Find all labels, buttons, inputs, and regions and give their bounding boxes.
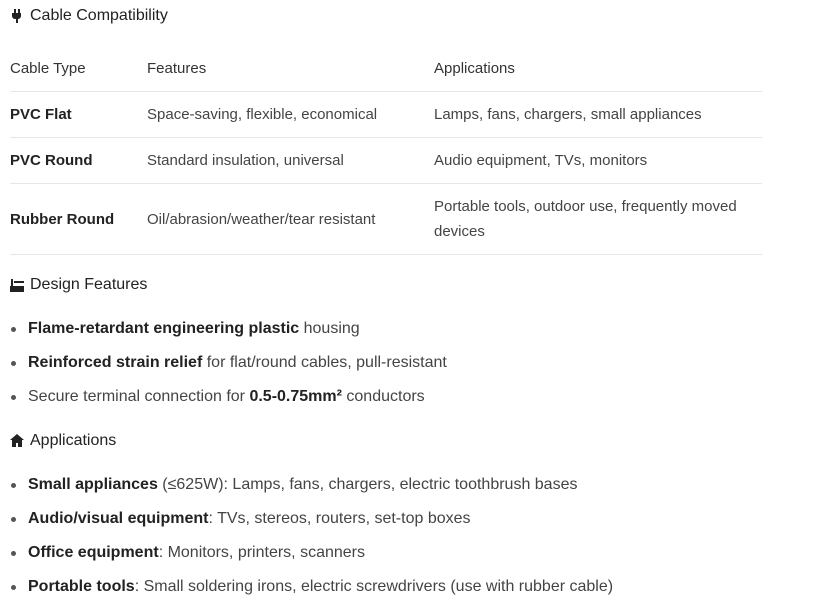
list-item: Reinforced strain relief for flat/round cables, pull-resistant <box>10 346 447 380</box>
cable-compatibility-title: Cable Compatibility <box>30 7 168 24</box>
list-item: Audio/visual equipment: TVs, stereos, routers, set-top boxes <box>10 502 613 536</box>
plug-icon <box>10 9 24 23</box>
cell-features: Space-saving, flexible, economical <box>147 92 434 138</box>
table-row <box>10 138 762 184</box>
cell-applications: Audio equipment, TVs, monitors <box>434 138 762 184</box>
list-item: Portable tools: Small soldering irons, electric screwdrivers (use with rubber cable) <box>10 570 613 604</box>
cell-cable-type: PVC Flat <box>10 92 147 138</box>
cable-compatibility-table <box>10 46 762 255</box>
header-features: Features <box>147 46 434 92</box>
factory-icon <box>10 278 24 292</box>
design-features-list <box>10 312 447 414</box>
cell-applications: Lamps, fans, chargers, small appliances <box>434 92 762 138</box>
cell-applications: Portable tools, outdoor use, frequently moved devices <box>434 184 762 255</box>
list-item: Small appliances (≤625W): Lamps, fans, chargers, electric toothbrush bases <box>10 468 613 502</box>
design-features-heading <box>10 275 147 295</box>
applications-list <box>10 468 613 604</box>
list-item: Flame-retardant engineering plastic housing <box>10 312 447 346</box>
header-cable-type: Cable Type <box>10 46 147 92</box>
table-row <box>10 184 762 255</box>
list-item: Office equipment: Monitors, printers, scanners <box>10 536 613 570</box>
list-item: Secure terminal connection for 0.5-0.75mm² conductors <box>10 380 447 414</box>
table-row <box>10 92 762 138</box>
house-icon <box>10 434 24 448</box>
applications-heading <box>10 431 116 451</box>
header-applications: Applications <box>434 46 762 92</box>
cable-compatibility-heading <box>10 6 168 26</box>
table-header-row <box>10 46 762 92</box>
cell-features: Standard insulation, universal <box>147 138 434 184</box>
applications-title: Applications <box>30 432 117 449</box>
cell-cable-type: PVC Round <box>10 138 147 184</box>
cell-features: Oil/abrasion/weather/tear resistant <box>147 184 434 255</box>
cell-cable-type: Rubber Round <box>10 184 147 255</box>
design-features-title: Design Features <box>30 276 148 293</box>
